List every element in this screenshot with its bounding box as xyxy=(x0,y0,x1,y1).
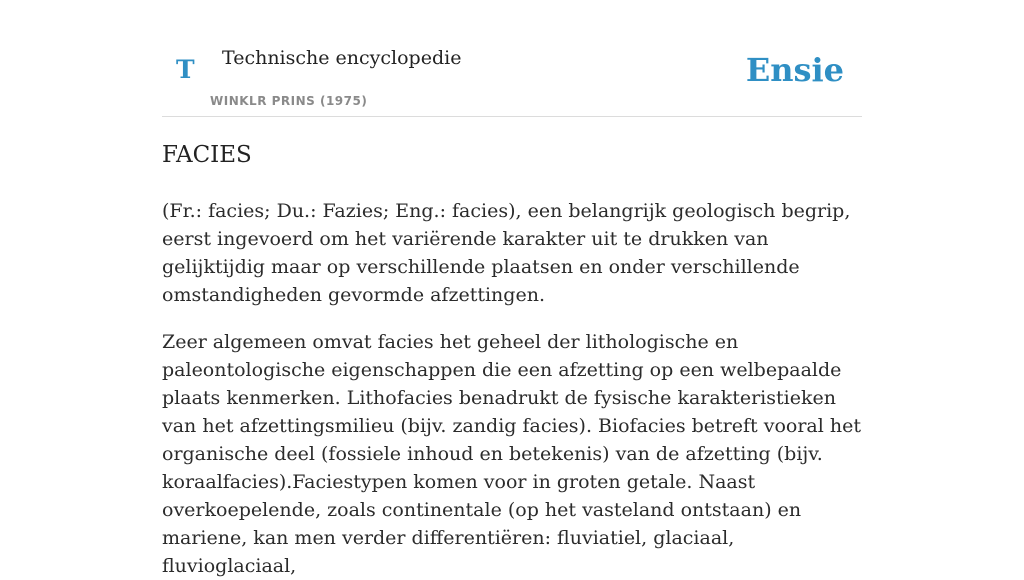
source-header xyxy=(162,0,862,117)
article-paragraph: Zeer algemeen omvat facies het geheel der lithologische en paleontologische eigenschappen die een afzetting op een welbepaalde plaats kenmerken. Lithofacies benadrukt de fysische karakteristieken van het afzettingsmilieu (bijv. zandig facies). Biofacies betreft vooral het organische deel (fossiele inhoud en betekenis) van de afzetting (bijv. koraalfacies).Faciestypen komen voor in groten getale. Naast overkoepelende, zoals continentale (op het vasteland ontstaan) en mariene, kan men verder differentiëren: fluviatiel, glaciaal, fluvioglaciaal, xyxy=(162,331,861,577)
article-title: FACIES xyxy=(162,142,252,168)
source-title-link[interactable]: Technische encyclopedie xyxy=(222,47,462,69)
source-subtitle: WINKLR PRINS (1975) xyxy=(210,94,368,108)
source-logo-icon[interactable]: T xyxy=(176,55,195,84)
brand-logo-link[interactable]: Ensie xyxy=(745,51,844,89)
article-paragraph: (Fr.: facies; Du.: Fazies; Eng.: facies), een belangrijk geologisch begrip, eerst ingevoerd om het variërende karakter uit te drukken van gelijktijdig maar op verschillende plaatsen en onder verschillende omstandigheden gevormde afzettingen. xyxy=(162,200,851,306)
article-content xyxy=(162,136,862,580)
